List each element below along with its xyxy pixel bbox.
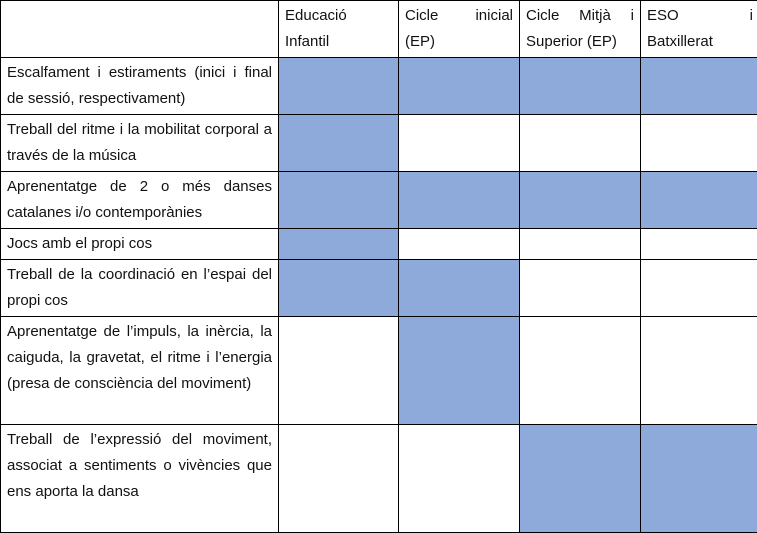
mark-cell [520,425,641,533]
table-row [1,229,757,260]
mark-cell [520,58,641,115]
row-label: Jocs amb el propi cos [1,229,279,260]
header-cell-cicle-inicial: Cicle inicial (EP) [399,1,520,58]
mark-cell [641,260,757,317]
row-label: Aprenentatge de 2 o més danses catalanes i/o contemporànies [1,172,279,229]
table-row [1,317,757,425]
mark-cell [279,425,399,533]
mark-cell [641,229,757,260]
row-label: Aprenentatge de l’impuls, la inèrcia, la caiguda, la gravetat, el ritme i l’energia (presa de consciència del moviment) [1,317,279,425]
mark-cell [641,115,757,172]
header-cell-corner [1,1,279,58]
table-row [1,58,757,115]
mark-cell [520,115,641,172]
mark-cell [399,425,520,533]
table-row [1,425,757,533]
mark-cell [399,260,520,317]
mark-cell [279,172,399,229]
mark-cell [641,172,757,229]
mark-cell [279,229,399,260]
row-label: Escalfament i estiraments (inici i final de sessió, respectivament) [1,58,279,115]
mark-cell [399,317,520,425]
table-row [1,115,757,172]
header-cell-cicle-mitja-superior: Cicle Mitjà i Superior (EP) [520,1,641,58]
table-row [1,260,757,317]
mark-cell [399,58,520,115]
table-row [1,172,757,229]
mark-cell [520,172,641,229]
mark-cell [279,260,399,317]
mark-cell [399,115,520,172]
mark-cell [520,260,641,317]
mark-cell [399,172,520,229]
mark-cell [641,425,757,533]
mark-cell [279,58,399,115]
header-cell-eso-batxillerat: ESO i Batxillerat [641,1,757,58]
mark-cell [641,317,757,425]
mark-cell [520,229,641,260]
row-label: Treball del ritme i la mobilitat corporal a través de la música [1,115,279,172]
mark-cell [279,115,399,172]
mark-cell [399,229,520,260]
header-cell-educacio-infantil: Educació Infantil [279,1,399,58]
mark-cell [279,317,399,425]
row-label: Treball de la coordinació en l’espai del propi cos [1,260,279,317]
header-row [1,1,757,58]
row-label: Treball de l’expressió del moviment, associat a sentiments o vivències que ens aporta la dansa [1,425,279,533]
mark-cell [641,58,757,115]
mark-cell [520,317,641,425]
